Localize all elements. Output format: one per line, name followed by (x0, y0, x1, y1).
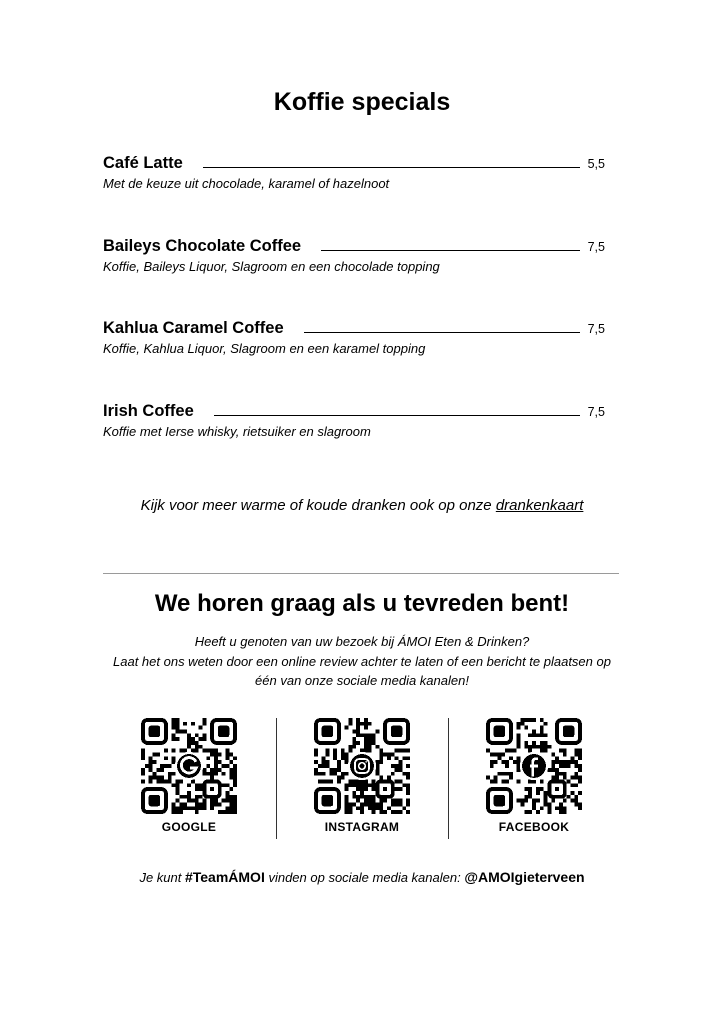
menu-item-name: Baileys Chocolate Coffee (103, 237, 302, 255)
qr-finder-pattern (316, 720, 339, 743)
qr-code-instagram[interactable] (314, 718, 410, 814)
dotted-leader (203, 166, 580, 168)
page-title: Koffie specials (273, 88, 451, 116)
drinks-menu-text: Kijk voor meer warme of koude dranken ook op onze (140, 497, 496, 514)
dotted-leader (321, 249, 580, 251)
qr-finder-pattern (557, 720, 580, 743)
menu-item-name: Café Latte (103, 154, 183, 172)
menu-item-name: Irish Coffee (103, 402, 194, 420)
qr-finder-pattern (143, 789, 166, 812)
qr-finder-pattern (385, 720, 408, 743)
menu-item-description: Met de keuze uit chocolade, karamel of hazelnoot (103, 176, 390, 191)
social-footer (0, 869, 724, 885)
qr-alignment-pattern (377, 781, 392, 796)
qr-google[interactable] (104, 718, 274, 834)
section-divider (103, 573, 619, 574)
menu-item-description: Koffie, Baileys Liquor, Slagroom en een chocolade topping (103, 259, 440, 274)
menu-item (103, 399, 605, 439)
menu-item-price: 7,5 (587, 405, 605, 419)
dotted-leader (304, 331, 580, 333)
menu-item-price: 7,5 (587, 322, 605, 336)
hashtag: #TeamÁMOI (184, 869, 265, 885)
qr-finder-pattern (488, 789, 511, 812)
menu-item-description: Koffie, Kahlua Liquor, Slagroom en een karamel topping (103, 341, 426, 356)
drinks-menu-note (0, 497, 724, 514)
qr-label-google: GOOGLE (161, 820, 217, 834)
menu-item-price: 5,5 (587, 157, 605, 171)
qr-facebook[interactable] (449, 718, 619, 834)
review-intro-line: één van onze sociale media kanalen! (255, 673, 469, 688)
menu-item-name: Kahlua Caramel Coffee (103, 319, 284, 337)
menu-item (103, 234, 605, 274)
footer-middle: vinden op sociale media kanalen: (264, 870, 465, 885)
review-headline: We horen graag als u tevreden bent! (154, 590, 570, 617)
footer-prefix: Je kunt (139, 870, 185, 885)
qr-finder-pattern (316, 789, 339, 812)
menu-item-price: 7,5 (587, 240, 605, 254)
qr-finder-pattern (488, 720, 511, 743)
menu-item-description: Koffie met Ierse whisky, rietsuiker en slagroom (103, 424, 371, 439)
review-intro-line: Laat het ons weten door een online review achter te laten of een bericht te plaatsen op (113, 653, 611, 669)
dotted-leader (214, 414, 580, 416)
google-icon (176, 753, 202, 779)
social-handle: @AMOIgieterveen (464, 869, 585, 885)
qr-finder-pattern (143, 720, 166, 743)
facebook-icon (521, 753, 547, 779)
qr-alignment-pattern (549, 781, 564, 796)
instagram-icon (349, 753, 375, 779)
menu-item (103, 316, 605, 356)
qr-instagram[interactable] (277, 718, 447, 834)
qr-label-instagram: INSTAGRAM (324, 820, 400, 834)
review-intro (0, 632, 724, 691)
menu-item (103, 151, 605, 191)
drinks-menu-link[interactable]: drankenkaart (495, 497, 584, 514)
qr-code-google[interactable] (141, 718, 237, 814)
review-intro-line: Heeft u genoten van uw bezoek bij ÁMOI Eten & Drinken? (194, 634, 530, 649)
qr-finder-pattern (212, 720, 235, 743)
qr-code-facebook[interactable] (486, 718, 582, 814)
qr-alignment-pattern (204, 781, 219, 796)
qr-label-facebook: FACEBOOK (498, 820, 570, 834)
